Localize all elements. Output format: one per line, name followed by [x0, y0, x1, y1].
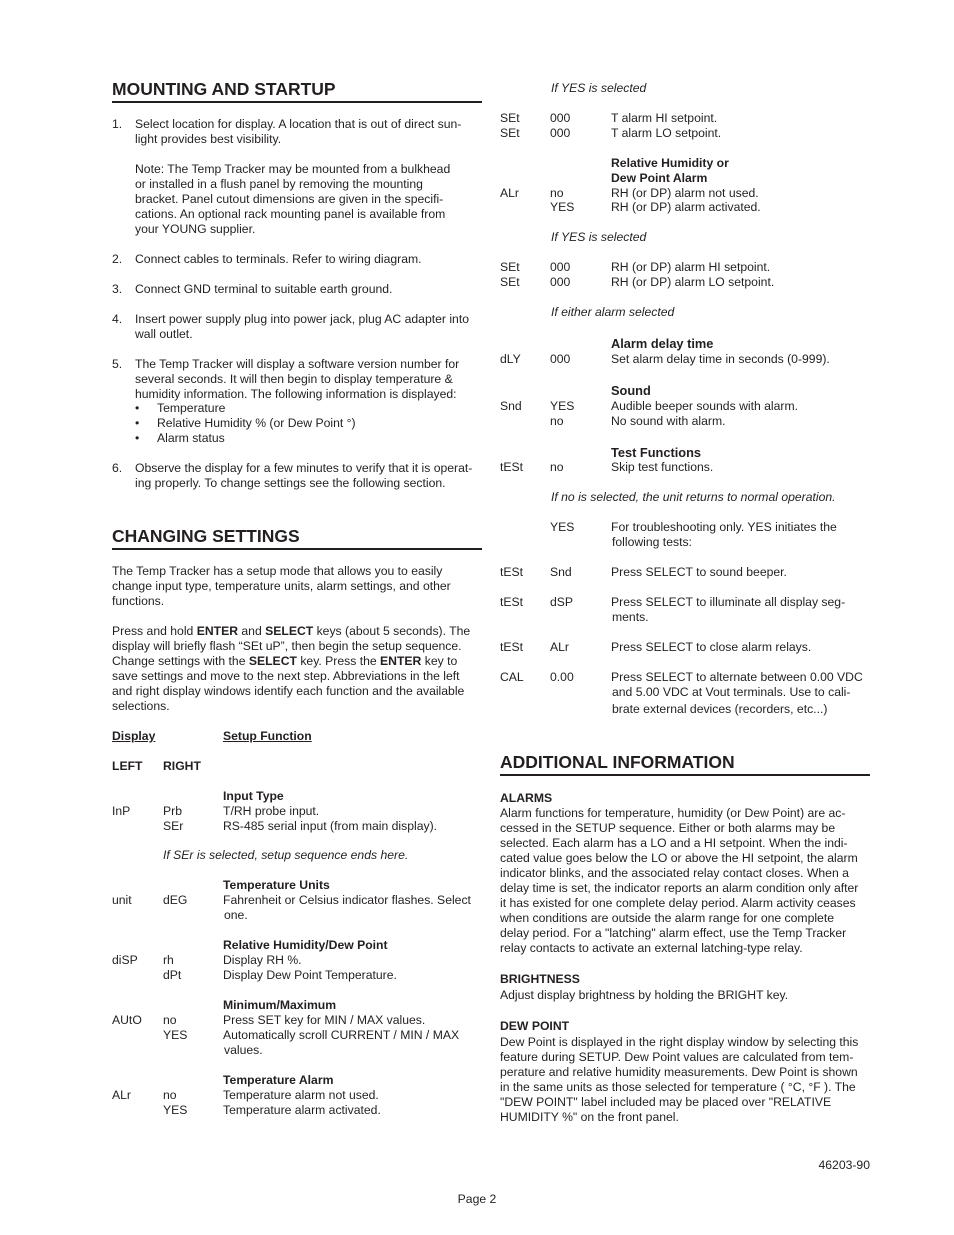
rh-alarm-heading: Relative Humidity or Dew Point Alarm: [611, 156, 729, 185]
step-2: 2. Connect cables to terminals. Refer to wiring diagram.: [112, 252, 422, 266]
list-item: • Relative Humidity % (or Dew Point °): [135, 416, 356, 430]
table-row: SEr RS-485 serial input (from main display).: [163, 819, 438, 833]
document-number: 46203-90: [818, 1158, 870, 1172]
bullet-list: [112, 401, 482, 446]
sound-heading: Sound: [611, 383, 651, 398]
table-row: SEt 000 T alarm LO setpoint.: [500, 126, 722, 140]
table-row: SEt 000 RH (or DP) alarm HI setpoint.: [500, 260, 771, 274]
table-row: SEt 000 T alarm HI setpoint.: [500, 111, 718, 125]
table-row: YES For troubleshooting only. YES initiates the following tests:: [550, 520, 837, 549]
table-row: YES Automatically scroll CURRENT / MIN / MAX: [163, 1028, 460, 1042]
table-row: CAL 0.00 Press SELECT to alternate between 0.00 VDC and 5.00 VDC at Vout terminals. Use to cali- brate external devices (recorders, etc...): [500, 670, 863, 716]
list-item: • Temperature: [135, 401, 226, 415]
table-row: AUtO no Press SET key for MIN / MAX values.: [112, 1013, 426, 1027]
table-row: unit dEG Fahrenheit or Celsius indicator flashes. Select: [112, 893, 471, 907]
table-row: SEt 000 RH (or DP) alarm LO setpoint.: [500, 275, 775, 289]
changing-instructions: Press and hold ENTER and SELECT keys (about 5 seconds). The display will briefly flash “SEt uP”, then begin the setup sequence. Change settings with the SELECT key. Press the ENTER key to save settings and move to the next step. Abbreviations in the left and right display windows identify each function and the available selections.: [112, 624, 471, 713]
brightness-paragraph: Adjust display brightness by holding the BRIGHT key.: [500, 988, 789, 1002]
temp-alarm-group: Temperature Alarm ALr no Temperature alarm not used. YES Temperature alarm activated.: [112, 1073, 482, 1118]
table-row: YES RH (or DP) alarm activated.: [550, 200, 761, 214]
minmax-group: Minimum/Maximum AUtO no Press SET key for MIN / MAX values. YES Automatically scroll CURRENT / MIN / MAX values.: [112, 998, 482, 1058]
table-subheader: LEFT RIGHT: [112, 759, 201, 773]
table-row: YES Temperature alarm activated.: [163, 1103, 381, 1117]
t-alarm-note: If YES is selected: [551, 81, 647, 95]
brightness-heading: BRIGHTNESS: [500, 972, 580, 986]
dew-point-paragraph: Dew Point is displayed in the right display window by selecting this feature during SETUP. Dew Point values are calculated from tem- perature and relative humidity measurements. Dew Point is shown in the same units as those selected for temperature ( °C, °F ). The "DEW POINT" label included may be placed over "RELATIVE HUMIDITY %" on the front panel.: [500, 1035, 859, 1124]
step-1: 1. Select location for display. A location that is out of direct sun- light provides best visibility.: [112, 117, 462, 146]
additional-info-heading: ADDITIONAL INFORMATION: [500, 752, 870, 776]
step-6: 6. Observe the display for a few minutes to verify that it is operat- ing properly. To change settings see the following section.: [112, 461, 473, 490]
table-row: diSP rh Display RH %.: [112, 953, 302, 967]
table-row: tESt dSP Press SELECT to illuminate all display seg- ments.: [500, 595, 846, 624]
page-number: Page 2: [457, 1192, 497, 1206]
table-row: InP Prb T/RH probe input.: [112, 804, 320, 818]
step-5: 5. The Temp Tracker will display a software version number for several seconds. It will then begin to display temperature & humidity information. The following information is displayed:: [112, 357, 460, 401]
step-4: 4. Insert power supply plug into power jack, plug AC adapter into wall outlet.: [112, 312, 469, 341]
test-heading: Test Functions: [611, 445, 702, 460]
table-row: tESt Snd Press SELECT to sound beeper.: [500, 565, 787, 579]
step-3: 3. Connect GND terminal to suitable earth ground.: [112, 282, 393, 296]
table-row: ALr no Temperature alarm not used.: [112, 1088, 379, 1102]
changing-intro: The Temp Tracker has a setup mode that allows you to easily change input type, temperature units, alarm settings, and other functions.: [112, 564, 451, 608]
either-alarm-note: If either alarm selected: [551, 305, 675, 319]
list-item: • Alarm status: [135, 431, 225, 445]
table-row: dPt Display Dew Point Temperature.: [163, 968, 397, 982]
rh-alarm-note: If YES is selected: [551, 230, 647, 244]
changing-settings-heading: CHANGING SETTINGS: [112, 526, 482, 550]
test-note: If no is selected, the unit returns to normal operation.: [551, 490, 836, 504]
table-row: tESt ALr Press SELECT to close alarm relays.: [500, 640, 812, 654]
table-row: dLY 000 Set alarm delay time in seconds (0-999).: [500, 352, 830, 366]
table-row: Snd YES Audible beeper sounds with alarm.: [500, 399, 798, 413]
mounting-heading: MOUNTING AND STARTUP: [112, 79, 482, 103]
table-header: Display Setup Function: [112, 729, 312, 743]
alarms-paragraph: Alarm functions for temperature, humidity (or Dew Point) are ac- cessed in the SETUP sequence. Either or both alarms may be selected. Each alarm has a LO and a HI setpoint. When the indi- cated value goes below the LO or above the HI setpoint, the alarm indicator blinks, and the associated relay contact closes. When a delay time is set, the indicator reports an alarm condition only after it has existed for one complete delay period. Alarm activity ceases when conditions are outside the alarm range for one complete delay period. For a "latching" alarm effect, use the Temp Tracker relay contacts to activate an external latching-type relay.: [500, 806, 859, 955]
delay-heading: Alarm delay time: [611, 336, 714, 351]
table-row: tESt no Skip test functions.: [500, 460, 714, 474]
table-row: no No sound with alarm.: [550, 414, 726, 428]
temp-units-group: Temperature Units unit dEG Fahrenheit or Celsius indicator flashes. Select one.: [112, 878, 482, 923]
input-type-group: Input Type InP Prb T/RH probe input. SEr RS-485 serial input (from main display). If SEr is selected, setup sequence ends here.: [112, 789, 482, 863]
mounting-note: Note: The Temp Tracker may be mounted from a bulkhead or installed in a flush panel by removing the mounting bracket. Panel cutout dimensions are given in the specifi- cations. An optional rack mounting panel is available from your YOUNG supplier.: [135, 162, 451, 236]
alarms-heading: ALARMS: [500, 791, 553, 805]
table-row: ALr no RH (or DP) alarm not used.: [500, 186, 759, 200]
dew-point-heading: DEW POINT: [500, 1019, 570, 1033]
rh-dp-group: Relative Humidity/Dew Point diSP rh Display RH %. dPt Display Dew Point Temperature.: [112, 938, 482, 983]
